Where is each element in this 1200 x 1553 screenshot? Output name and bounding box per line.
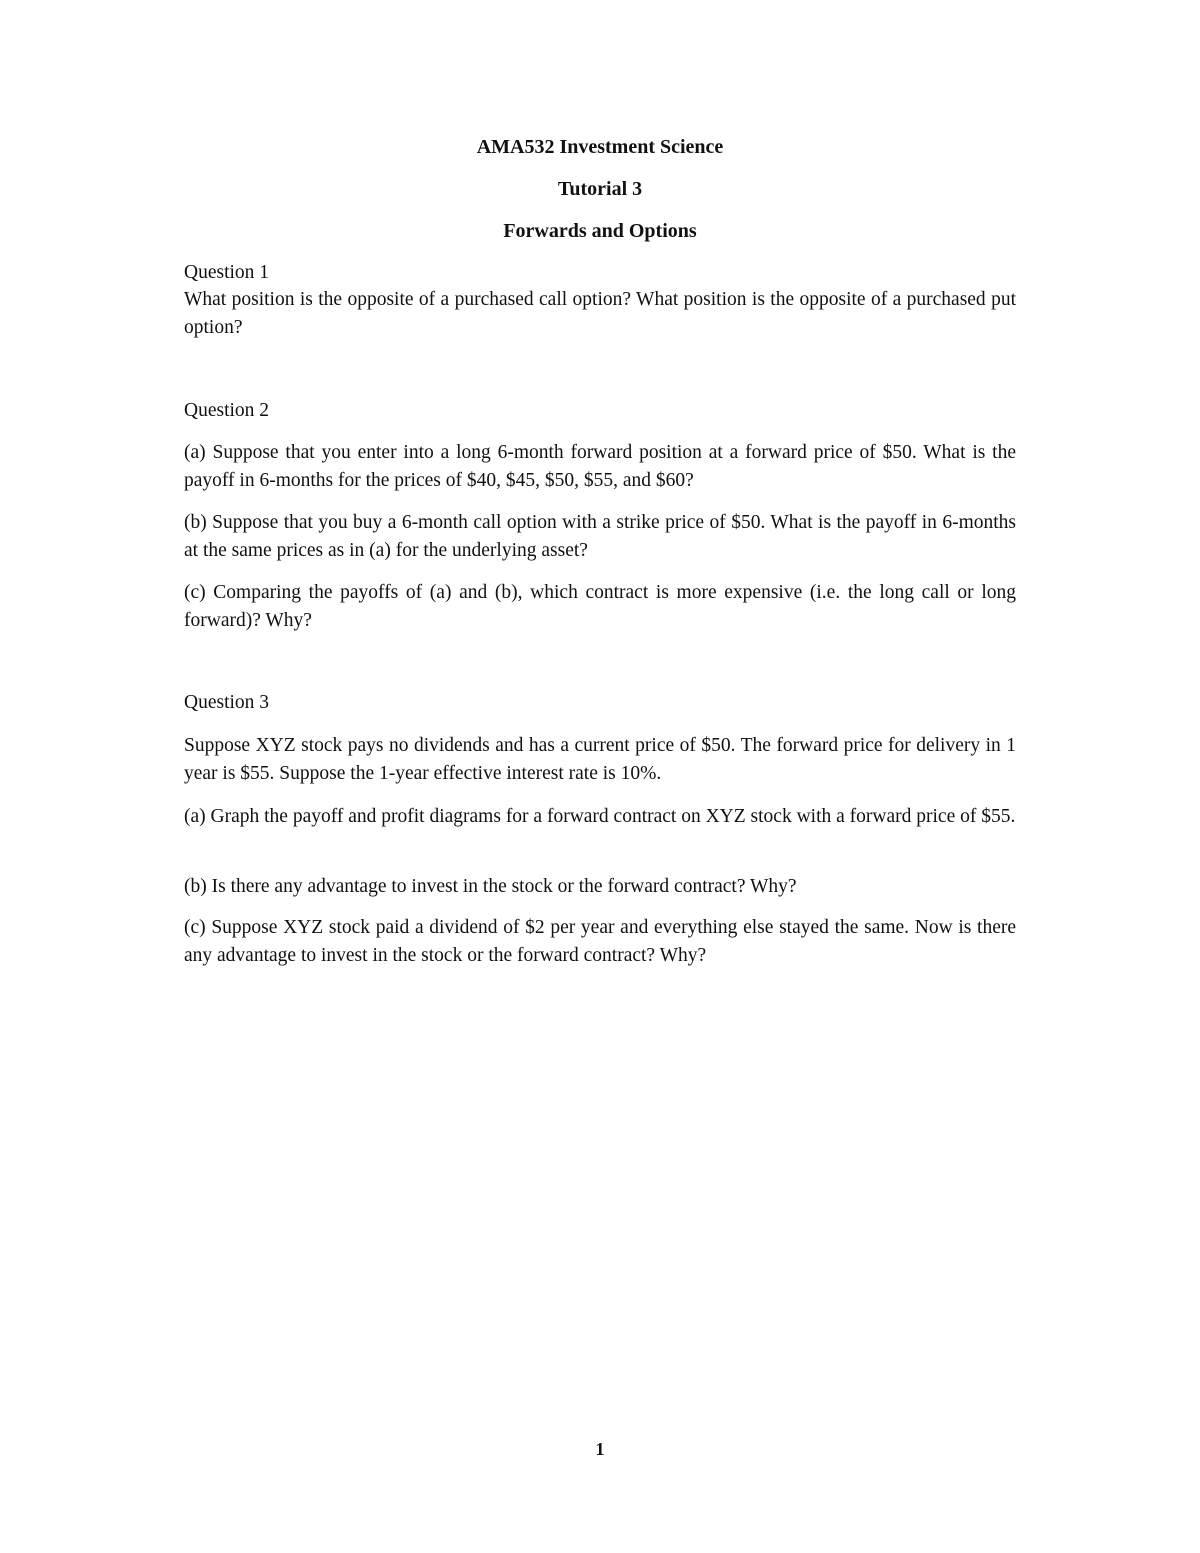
- question-3-intro: Suppose XYZ stock pays no dividends and has a current price of $50. The forward price for delivery in 1 year is $55. Suppose the 1-year effective interest rate is 10%.: [184, 735, 1016, 784]
- question-2-label: Question 2: [184, 400, 270, 421]
- question-1-text: What position is the opposite of a purchased call option? What position is the opposite of a purchased put option?: [184, 289, 1016, 338]
- tutorial-number: Tutorial 3: [557, 178, 643, 200]
- question-2-part-a: (a) Suppose that you enter into a long 6-month forward position at a forward price of $50. What is the payoff in 6-months for the prices of $40, $45, $50, $55, and $60?: [184, 442, 1016, 491]
- question-2-part-c: (c) Comparing the payoffs of (a) and (b), which contract is more expensive (i.e. the long call or long forward)? Why?: [184, 582, 1016, 631]
- course-title: AMA532 Investment Science: [476, 136, 724, 158]
- question-1-label: Question 1: [184, 262, 270, 283]
- question-2-part-b: (b) Suppose that you buy a 6-month call option with a strike price of $50. What is the payoff in 6-months at the same prices as in (a) for the underlying asset?: [184, 512, 1016, 561]
- page-number: 1: [595, 1439, 605, 1459]
- tutorial-topic: Forwards and Options: [503, 220, 697, 242]
- question-3-part-a: (a) Graph the payoff and profit diagrams for a forward contract on XYZ stock with a forward price of $55.: [184, 806, 1016, 827]
- question-3-part-c: (c) Suppose XYZ stock paid a dividend of $2 per year and everything else stayed the same. Now is there any advantage to invest in the stock or the forward contract? Why?: [184, 917, 1016, 966]
- question-3-part-b: (b) Is there any advantage to invest in the stock or the forward contract? Why?: [184, 876, 797, 897]
- question-3-label: Question 3: [184, 692, 270, 713]
